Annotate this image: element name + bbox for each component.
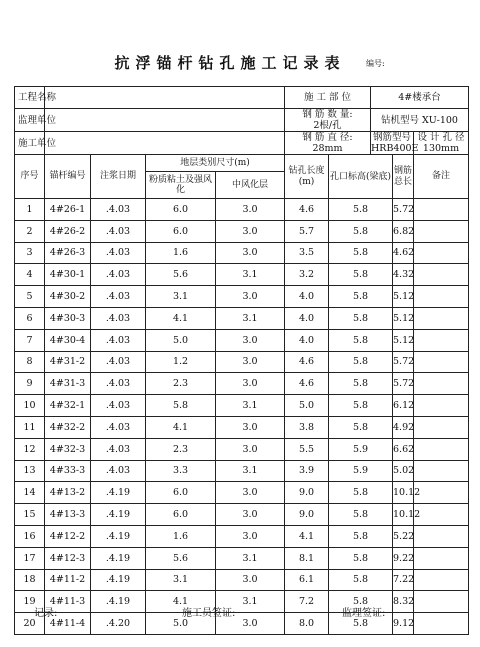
- meta-row-construction: [15, 132, 469, 155]
- design-diameter-label: 设 计 孔 径: [417, 132, 465, 143]
- col-header-seq: 序号: [15, 155, 45, 199]
- cell-hole-depth: 8.0: [285, 613, 329, 635]
- cell-hole-elev: 5.8: [329, 569, 393, 591]
- cell-anchor: 4#13-3: [45, 504, 91, 526]
- rig-model: 钻机型号 XU-100: [371, 109, 469, 132]
- cell-rebar-len: 6.62: [393, 438, 414, 460]
- cell-remarks: [414, 373, 469, 395]
- rebar-count-cell: [285, 109, 371, 132]
- cell-anchor: 4#30-3: [45, 307, 91, 329]
- cell-anchor: 4#11-3: [45, 591, 91, 613]
- rebar-diameter-cell: [285, 132, 371, 155]
- table-row: [15, 613, 469, 635]
- table-row: [15, 460, 469, 482]
- table-row: [15, 220, 469, 242]
- cell-rebar-len: 5.02: [393, 460, 414, 482]
- cell-grout-date: .4.19: [91, 504, 146, 526]
- cell-remarks: [414, 482, 469, 504]
- cell-seq: 10: [15, 395, 45, 417]
- cell-moderate: 3.0: [216, 613, 285, 635]
- cell-silty-clay: 5.8: [146, 395, 216, 417]
- cell-anchor: 4#26-2: [45, 220, 91, 242]
- cell-anchor: 4#32-1: [45, 395, 91, 417]
- cell-hole-depth: 4.6: [285, 199, 329, 221]
- cell-hole-elev: 5.8: [329, 199, 393, 221]
- cell-seq: 1: [15, 199, 45, 221]
- cell-hole-depth: 5.0: [285, 395, 329, 417]
- project-name-label: 工程名称: [15, 87, 45, 109]
- cell-rebar-len: 5.12: [393, 286, 414, 308]
- table-row: [15, 286, 469, 308]
- cell-hole-depth: 3.2: [285, 264, 329, 286]
- cell-grout-date: .4.03: [91, 416, 146, 438]
- cell-remarks: [414, 351, 469, 373]
- cell-grout-date: .4.03: [91, 286, 146, 308]
- cell-anchor: 4#31-3: [45, 373, 91, 395]
- record-table: [14, 86, 469, 635]
- cell-grout-date: .4.03: [91, 199, 146, 221]
- cell-seq: 3: [15, 242, 45, 264]
- cell-silty-clay: 4.1: [146, 416, 216, 438]
- cell-seq: 6: [15, 307, 45, 329]
- cell-hole-depth: 3.8: [285, 416, 329, 438]
- cell-remarks: [414, 613, 469, 635]
- table-row: [15, 438, 469, 460]
- cell-moderate: 3.1: [216, 547, 285, 569]
- cell-rebar-len: 9.12: [393, 613, 414, 635]
- cell-anchor: 4#33-3: [45, 460, 91, 482]
- cell-moderate: 3.0: [216, 351, 285, 373]
- cell-silty-clay: 6.0: [146, 220, 216, 242]
- cell-remarks: [414, 242, 469, 264]
- cell-hole-elev: 5.8: [329, 264, 393, 286]
- cell-remarks: [414, 569, 469, 591]
- cell-moderate: 3.0: [216, 482, 285, 504]
- cell-seq: 13: [15, 460, 45, 482]
- table-row: [15, 264, 469, 286]
- cell-seq: 2: [15, 220, 45, 242]
- cell-anchor: 4#26-3: [45, 242, 91, 264]
- cell-hole-depth: 5.7: [285, 220, 329, 242]
- cell-silty-clay: 5.6: [146, 264, 216, 286]
- cell-hole-depth: 3.5: [285, 242, 329, 264]
- cell-grout-date: .4.03: [91, 438, 146, 460]
- cell-rebar-len: 5.22: [393, 525, 414, 547]
- cell-anchor: 4#30-2: [45, 286, 91, 308]
- cell-silty-clay: 6.0: [146, 199, 216, 221]
- cell-rebar-len: 4.92: [393, 416, 414, 438]
- cell-seq: 16: [15, 525, 45, 547]
- cell-remarks: [414, 199, 469, 221]
- cell-grout-date: .4.19: [91, 547, 146, 569]
- cell-anchor: 4#13-2: [45, 482, 91, 504]
- cell-hole-elev: 5.8: [329, 525, 393, 547]
- cell-seq: 19: [15, 591, 45, 613]
- cell-hole-elev: 5.8: [329, 242, 393, 264]
- table-row: [15, 591, 469, 613]
- cell-seq: 12: [15, 438, 45, 460]
- cell-silty-clay: 6.0: [146, 504, 216, 526]
- col-header-hole-depth: 钻孔长度(m): [285, 155, 329, 199]
- cell-seq: 5: [15, 286, 45, 308]
- cell-hole-depth: 4.0: [285, 329, 329, 351]
- cell-seq: 20: [15, 613, 45, 635]
- page-title: 抗浮锚杆钻孔施工记录表: [114, 54, 346, 72]
- cell-hole-elev: 5.8: [329, 329, 393, 351]
- cell-grout-date: .4.19: [91, 569, 146, 591]
- cell-rebar-len: 5.72: [393, 373, 414, 395]
- cell-silty-clay: 1.6: [146, 525, 216, 547]
- serial-number-label: 编号:: [366, 59, 385, 68]
- cell-seq: 14: [15, 482, 45, 504]
- construction-unit-value: [45, 132, 285, 155]
- rebar-type-cell: [371, 132, 419, 155]
- cell-remarks: [414, 329, 469, 351]
- cell-hole-elev: 5.8: [329, 504, 393, 526]
- cell-silty-clay: 3.1: [146, 286, 216, 308]
- col-header-stratum: 地层类别尺寸(m): [146, 155, 285, 172]
- cell-anchor: 4#32-2: [45, 416, 91, 438]
- cell-hole-elev: 5.8: [329, 613, 393, 635]
- rebar-count-value: 2根/孔: [313, 120, 342, 131]
- cell-seq: 8: [15, 351, 45, 373]
- cell-grout-date: .4.03: [91, 242, 146, 264]
- cell-silty-clay: 1.2: [146, 351, 216, 373]
- rebar-diameter-value: 28mm: [312, 143, 343, 154]
- table-row: [15, 395, 469, 417]
- table-row: [15, 504, 469, 526]
- table-row: [15, 242, 469, 264]
- cell-seq: 9: [15, 373, 45, 395]
- cell-hole-depth: 4.0: [285, 307, 329, 329]
- cell-moderate: 3.0: [216, 416, 285, 438]
- cell-hole-depth: 4.6: [285, 351, 329, 373]
- cell-seq: 15: [15, 504, 45, 526]
- cell-rebar-len: 10.12: [393, 482, 414, 504]
- cell-silty-clay: 3.1: [146, 569, 216, 591]
- col-header-remarks: 备注: [414, 155, 469, 199]
- cell-hole-depth: 4.1: [285, 525, 329, 547]
- supervision-unit-value: [45, 109, 285, 132]
- cell-moderate: 3.0: [216, 569, 285, 591]
- cell-hole-elev: 5.8: [329, 351, 393, 373]
- cell-anchor: 4#11-4: [45, 613, 91, 635]
- cell-moderate: 3.0: [216, 504, 285, 526]
- cell-silty-clay: 3.3: [146, 460, 216, 482]
- cell-hole-elev: 5.8: [329, 220, 393, 242]
- rebar-type-label: 钢筋型号: [372, 132, 411, 143]
- cell-moderate: 3.0: [216, 199, 285, 221]
- cell-hole-elev: 5.8: [329, 395, 393, 417]
- cell-moderate: 3.0: [216, 438, 285, 460]
- cell-grout-date: .4.19: [91, 525, 146, 547]
- cell-rebar-len: 9.22: [393, 547, 414, 569]
- cell-grout-date: .4.03: [91, 395, 146, 417]
- cell-remarks: [414, 307, 469, 329]
- cell-hole-elev: 5.8: [329, 416, 393, 438]
- cell-moderate: 3.0: [216, 373, 285, 395]
- cell-moderate: 3.0: [216, 329, 285, 351]
- recorder-label: 记录:: [34, 608, 58, 619]
- cell-rebar-len: 4.32: [393, 264, 414, 286]
- cell-remarks: [414, 220, 469, 242]
- cell-silty-clay: 4.1: [146, 591, 216, 613]
- cell-anchor: 4#11-2: [45, 569, 91, 591]
- cell-silty-clay: 4.1: [146, 307, 216, 329]
- cell-silty-clay: 1.6: [146, 242, 216, 264]
- cell-rebar-len: 10.12: [393, 504, 414, 526]
- cell-anchor: 4#26-1: [45, 199, 91, 221]
- cell-hole-depth: 4.6: [285, 373, 329, 395]
- cell-moderate: 3.1: [216, 395, 285, 417]
- col-header-silty-clay: 粉质粘土及强风化: [146, 172, 216, 199]
- rebar-count-label: 钢 筋 数 量:: [302, 109, 353, 120]
- col-header-rebar-len: 钢筋总长: [393, 155, 414, 199]
- cell-grout-date: .4.03: [91, 220, 146, 242]
- cell-remarks: [414, 460, 469, 482]
- table-row: [15, 307, 469, 329]
- col-header-anchor: 锚杆编号: [45, 155, 91, 199]
- cell-grout-date: .4.03: [91, 329, 146, 351]
- cell-hole-depth: 6.1: [285, 569, 329, 591]
- col-header-grout-date: 注浆日期: [91, 155, 146, 199]
- cell-moderate: 3.1: [216, 264, 285, 286]
- cell-silty-clay: 2.3: [146, 373, 216, 395]
- cell-seq: 7: [15, 329, 45, 351]
- data-rows: [15, 199, 469, 635]
- cell-hole-elev: 5.8: [329, 286, 393, 308]
- table-row: [15, 547, 469, 569]
- table-row: [15, 525, 469, 547]
- cell-grout-date: .4.20: [91, 613, 146, 635]
- cell-rebar-len: 5.72: [393, 199, 414, 221]
- cell-anchor: 4#30-4: [45, 329, 91, 351]
- cell-grout-date: .4.03: [91, 351, 146, 373]
- design-diameter-cell: [414, 132, 469, 155]
- cell-hole-elev: 5.8: [329, 307, 393, 329]
- cell-hole-depth: 4.0: [285, 286, 329, 308]
- cell-hole-depth: 9.0: [285, 504, 329, 526]
- cell-silty-clay: 5.0: [146, 613, 216, 635]
- cell-hole-elev: 5.8: [329, 591, 393, 613]
- cell-hole-elev: 5.9: [329, 460, 393, 482]
- cell-seq: 17: [15, 547, 45, 569]
- cell-grout-date: .4.03: [91, 373, 146, 395]
- rebar-diameter-label: 钢 筋 直 径:: [302, 132, 353, 143]
- cell-moderate: 3.0: [216, 220, 285, 242]
- construction-part-label: 施 工 部 位: [285, 87, 371, 109]
- cell-hole-depth: 7.2: [285, 591, 329, 613]
- cell-anchor: 4#12-3: [45, 547, 91, 569]
- design-diameter-value: 130mm: [422, 143, 460, 154]
- cell-rebar-len: 6.12: [393, 395, 414, 417]
- cell-hole-elev: 5.8: [329, 373, 393, 395]
- cell-seq: 4: [15, 264, 45, 286]
- cell-remarks: [414, 591, 469, 613]
- cell-grout-date: .4.03: [91, 460, 146, 482]
- rebar-type-value: HRB400E: [371, 143, 419, 154]
- table-row: [15, 329, 469, 351]
- table-row: [15, 416, 469, 438]
- cell-hole-elev: 5.8: [329, 482, 393, 504]
- cell-hole-depth: 8.1: [285, 547, 329, 569]
- cell-seq: 18: [15, 569, 45, 591]
- cell-moderate: 3.1: [216, 460, 285, 482]
- table-row: [15, 373, 469, 395]
- cell-moderate: 3.0: [216, 286, 285, 308]
- col-header-moderate: 中风化层: [216, 172, 285, 199]
- cell-moderate: 3.0: [216, 242, 285, 264]
- cell-hole-elev: 5.9: [329, 438, 393, 460]
- cell-grout-date: .4.19: [91, 591, 146, 613]
- cell-remarks: [414, 395, 469, 417]
- cell-seq: 11: [15, 416, 45, 438]
- cell-moderate: 3.0: [216, 525, 285, 547]
- cell-rebar-len: 4.62: [393, 242, 414, 264]
- cell-rebar-len: 5.12: [393, 307, 414, 329]
- cell-rebar-len: 5.12: [393, 329, 414, 351]
- cell-remarks: [414, 286, 469, 308]
- cell-moderate: 3.1: [216, 591, 285, 613]
- cell-silty-clay: 6.0: [146, 482, 216, 504]
- cell-rebar-len: 8.32: [393, 591, 414, 613]
- cell-hole-depth: 9.0: [285, 482, 329, 504]
- cell-hole-depth: 3.9: [285, 460, 329, 482]
- header-row-1: [15, 155, 469, 172]
- supervision-unit-label: 监理单位: [15, 109, 45, 132]
- cell-silty-clay: 5.0: [146, 329, 216, 351]
- cell-rebar-len: 5.72: [393, 351, 414, 373]
- builder-sign-label: 施工员签证:: [182, 608, 236, 619]
- cell-grout-date: .4.19: [91, 482, 146, 504]
- table-row: [15, 482, 469, 504]
- cell-anchor: 4#32-3: [45, 438, 91, 460]
- project-name-value: [45, 87, 285, 109]
- cell-remarks: [414, 416, 469, 438]
- table-row: [15, 351, 469, 373]
- cell-remarks: [414, 547, 469, 569]
- meta-row-project: [15, 87, 469, 109]
- cell-grout-date: .4.03: [91, 264, 146, 286]
- construction-part-value: 4#楼承台: [371, 87, 469, 109]
- construction-unit-label: 施工单位: [15, 132, 45, 155]
- cell-silty-clay: 5.6: [146, 547, 216, 569]
- cell-remarks: [414, 504, 469, 526]
- cell-remarks: [414, 264, 469, 286]
- cell-remarks: [414, 438, 469, 460]
- cell-hole-elev: 5.8: [329, 547, 393, 569]
- table-row: [15, 569, 469, 591]
- cell-rebar-len: 6.82: [393, 220, 414, 242]
- cell-grout-date: .4.03: [91, 307, 146, 329]
- cell-anchor: 4#31-2: [45, 351, 91, 373]
- col-header-hole-elev: 孔口标高(梁底): [329, 155, 393, 199]
- meta-row-supervision: [15, 109, 469, 132]
- cell-anchor: 4#30-1: [45, 264, 91, 286]
- cell-silty-clay: 2.3: [146, 438, 216, 460]
- cell-anchor: 4#12-2: [45, 525, 91, 547]
- cell-rebar-len: 7.22: [393, 569, 414, 591]
- cell-remarks: [414, 525, 469, 547]
- supervisor-sign-label: 监理签证:: [342, 608, 386, 619]
- cell-moderate: 3.1: [216, 307, 285, 329]
- table-row: [15, 199, 469, 221]
- cell-hole-depth: 5.5: [285, 438, 329, 460]
